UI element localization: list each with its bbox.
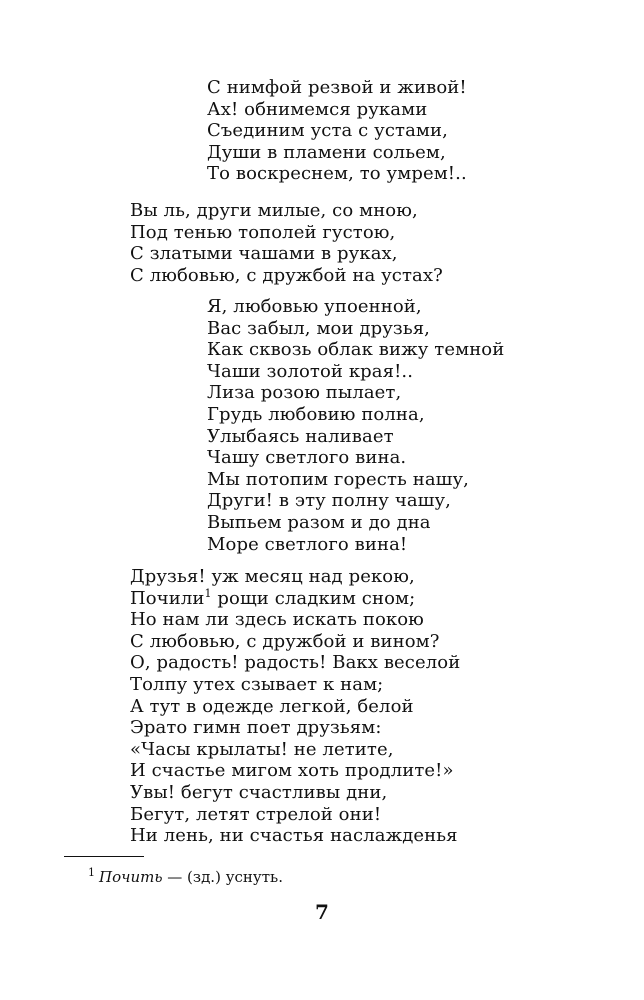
verse-line: Увы! бегут счастливы дни, — [130, 781, 388, 803]
page-number: 7 — [315, 900, 329, 924]
verse-line: Эрато гимн поет друзьям: — [130, 717, 382, 739]
verse-line: Улыбаясь наливает — [207, 425, 394, 447]
footnote-term: Почить — [99, 868, 163, 886]
verse-line: А тут в одежде легкой, белой — [130, 695, 414, 717]
verse-text: Почили — [130, 587, 205, 609]
verse-line: С любовью, с дружбой и вином? — [130, 630, 440, 652]
verse-line: С любовью, с дружбой на устах? — [130, 264, 443, 286]
verse-line: Вы ль, други милые, со мною, — [130, 200, 418, 221]
verse-line: То воскреснем, то умрем!.. — [207, 163, 467, 185]
stanza-3 — [207, 296, 504, 555]
verse-line: Бегут, летят стрелой они! — [130, 803, 382, 825]
verse-line-with-footnote — [130, 588, 460, 610]
verse-line: Под тенью тополей густою, — [130, 221, 396, 243]
verse-line: Но нам ли здесь искать покою — [130, 609, 424, 631]
verse-line: Чашу светлого вина. — [207, 447, 407, 469]
footnote-text: — (зд.) уснуть. — [162, 868, 283, 886]
verse-line: Вас забыл, мои друзья, — [207, 317, 430, 339]
verse-line: Толпу утех сзывает к нам; — [130, 673, 384, 695]
verse-line: Как сквозь облак вижу темной — [207, 339, 505, 361]
verse-line: Море светлого вина! — [207, 533, 408, 555]
verse-line: О, радость! радость! Вакх веселой — [130, 652, 461, 674]
verse-line: И счастье мигом хоть продлите!» — [130, 760, 454, 782]
verse-line: Души в пламени сольем, — [207, 141, 446, 163]
verse-line: Мы потопим горесть нашу, — [207, 468, 470, 490]
verse-line: Съединим уста с устами, — [207, 120, 448, 142]
verse-line: «Часы крылаты! не летите, — [130, 738, 394, 760]
verse-line: Друзья! уж месяц над рекою, — [130, 566, 415, 587]
verse-line: Ах! обнимемся руками — [207, 98, 428, 120]
verse-line: Други! в эту полну чашу, — [207, 490, 451, 512]
verse-line: С нимфой резвой и живой! — [207, 77, 467, 98]
verse-line: Грудь любовию полна, — [207, 403, 425, 425]
footnote — [88, 868, 283, 886]
verse-line: С златыми чашами в руках, — [130, 243, 398, 265]
stanza-2 — [130, 200, 443, 286]
verse-text: рощи сладким сном; — [211, 587, 416, 609]
verse-line: Выпьем разом и до дна — [207, 511, 431, 533]
footnote-divider — [64, 856, 144, 857]
verse-line: Чаши золотой края!.. — [207, 360, 414, 382]
verse-line: Я, любовью упоенной, — [207, 296, 422, 317]
verse-line: Лиза розою пылает, — [207, 382, 402, 404]
verse-line: Ни лень, ни счастья наслажденья — [130, 825, 458, 847]
stanza-1 — [207, 77, 467, 185]
stanza-4 — [130, 566, 460, 847]
footnote-reference[interactable]: 1 — [204, 586, 212, 600]
footnote-mark: 1 — [88, 866, 95, 879]
